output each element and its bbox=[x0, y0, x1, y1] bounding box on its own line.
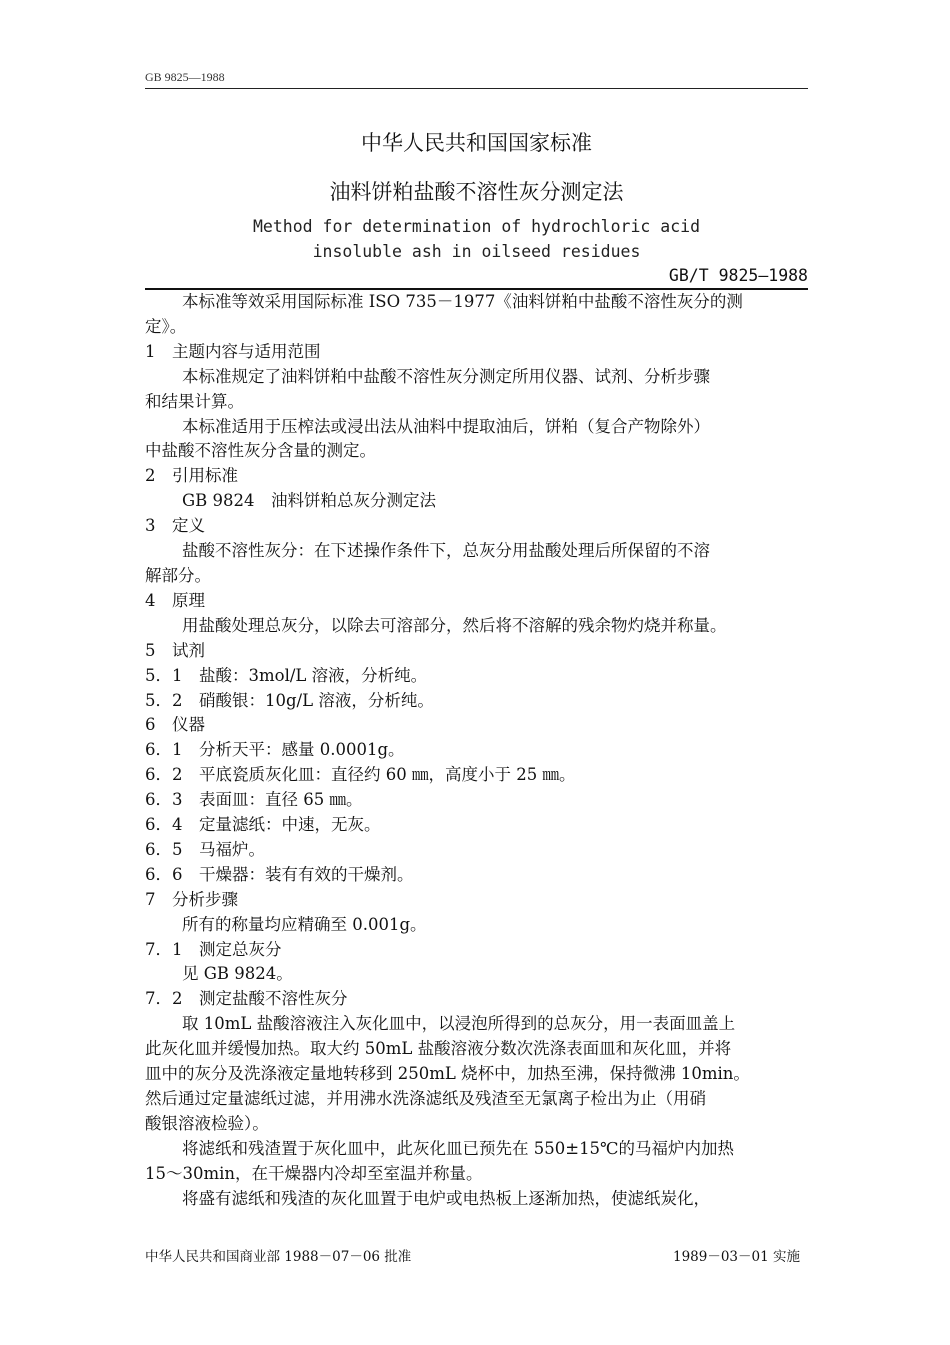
paragraph-line: 和结果计算。 bbox=[145, 391, 244, 411]
paragraph-line: 然后通过定量滤纸过滤，并用沸水洗涤滤纸及残渣至无氯离子检出为止（用硝 bbox=[145, 1089, 706, 1108]
list-item: 6．6 干燥器：装有有效的干燥剂。 bbox=[145, 864, 414, 884]
approval-date: 中华人民共和国商业部 1988－07－06 批准 bbox=[145, 1249, 412, 1265]
intro-line: 定》。 bbox=[145, 316, 187, 336]
section-heading-3: 3 定义 bbox=[145, 516, 205, 536]
english-title-line-1: Method for determination of hydrochloric acid bbox=[252, 217, 701, 236]
paragraph-line: 解部分。 bbox=[145, 565, 211, 585]
paragraph-line: 本标准适用于压榨法或浸出法从油料中提取油后，饼粕（复合产物除外） bbox=[182, 416, 710, 436]
document-body bbox=[145, 290, 810, 1212]
page-title: 中华人民共和国国家标准 bbox=[361, 131, 592, 155]
paragraph-line: 酸银溶液检验）。 bbox=[145, 1113, 269, 1133]
list-item: 5．1 盐酸：3mol/L 溶液，分析纯。 bbox=[145, 665, 428, 685]
paragraph-line: 本标准规定了油料饼粕中盐酸不溶性灰分测定所用仪器、试剂、分析步骤 bbox=[182, 366, 710, 386]
english-title-line-2: insoluble ash in oilseed residues bbox=[312, 242, 641, 261]
section-heading-5: 5 试剂 bbox=[145, 640, 205, 660]
list-item: 5．2 硝酸银：10g/L 溶液，分析纯。 bbox=[145, 690, 434, 710]
section-heading-7: 7 分析步骤 bbox=[145, 889, 238, 909]
section-heading-2: 2 引用标准 bbox=[145, 466, 238, 486]
header-code: GB 9825—1988 bbox=[145, 70, 225, 84]
paragraph-line: 见 GB 9824。 bbox=[182, 964, 293, 984]
list-item: 6．2 平底瓷质灰化皿：直径约 60 ㎜，高度小于 25 ㎜。 bbox=[145, 765, 576, 785]
list-item: 6．1 分析天平：感量 0.0001g。 bbox=[145, 740, 405, 760]
header-rule bbox=[145, 88, 808, 89]
section-heading-4: 4 原理 bbox=[145, 590, 205, 610]
reference-item: GB 9824 油料饼粕总灰分测定法 bbox=[182, 491, 437, 511]
paragraph-line: 盐酸不溶性灰分：在下述操作条件下，总灰分用盐酸处理后所保留的不溶 bbox=[182, 541, 710, 561]
standard-code: GB/T 9825—1988 bbox=[668, 266, 808, 285]
paragraph-line: 中盐酸不溶性灰分含量的测定。 bbox=[145, 441, 376, 461]
paragraph-line: 皿中的灰分及洗涤液定量地转移到 250mL 烧杯中，加热至沸，保持微沸 10min。 bbox=[145, 1064, 750, 1084]
paragraph-line: 用盐酸处理总灰分，以除去可溶部分，然后将不溶解的残余物灼烧并称量。 bbox=[182, 615, 727, 635]
list-item: 6．3 表面皿：直径 65 ㎜。 bbox=[145, 790, 363, 810]
intro-line: 本标准等效采用国际标准 ISO 735－1977《油料饼粕中盐酸不溶性灰分的测 bbox=[182, 292, 743, 311]
paragraph-line: 所有的称量均应精确至 0.001g。 bbox=[182, 914, 427, 934]
list-item: 6．5 马福炉。 bbox=[145, 839, 265, 859]
section-heading-1: 1 主题内容与适用范围 bbox=[145, 341, 321, 361]
document-title: 油料饼粕盐酸不溶性灰分测定法 bbox=[329, 180, 624, 204]
list-item: 6．4 定量滤纸：中速，无灰。 bbox=[145, 815, 381, 835]
paragraph-line: 此灰化皿并缓慢加热。取大约 50mL 盐酸溶液分数次洗涤表面皿和灰化皿，并将 bbox=[145, 1039, 732, 1059]
paragraph-line: 15～30min，在干燥器内冷却至室温并称量。 bbox=[145, 1163, 483, 1183]
subsection-heading: 7．1 测定总灰分 bbox=[145, 939, 282, 959]
paragraph-line: 将滤纸和残渣置于灰化皿中，此灰化皿已预先在 550±15℃的马福炉内加热 bbox=[182, 1138, 735, 1158]
effective-date: 1989－03－01 实施 bbox=[672, 1249, 800, 1265]
section-heading-6: 6 仪器 bbox=[145, 715, 205, 735]
subsection-heading: 7．2 测定盐酸不溶性灰分 bbox=[145, 989, 348, 1009]
paragraph-line: 取 10mL 盐酸溶液注入灰化皿中，以浸泡所得到的总灰分，用一表面皿盖上 bbox=[182, 1014, 736, 1034]
paragraph-line: 将盛有滤纸和残渣的灰化皿置于电炉或电热板上逐渐加热，使滤纸炭化， bbox=[182, 1188, 710, 1208]
